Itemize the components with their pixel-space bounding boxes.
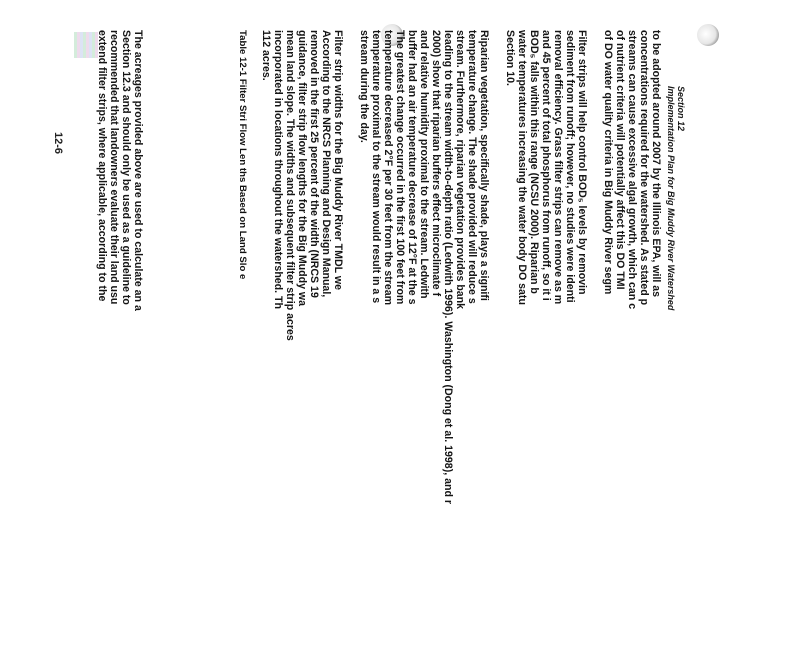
text-line: incorporated in locations throughout the watershed. Th — [272, 30, 284, 309]
text-line: buffer had an air temperature decrease of 12°F at the s — [406, 30, 418, 305]
text-line: Section 12.3 and should only be used as a guideline to — [120, 30, 132, 305]
text-line: of DO water quality criteria in Big Muddy River segm — [602, 30, 614, 295]
header-title: Implementation Plan for Big Muddy River Watershed — [666, 86, 676, 311]
text-line: recommended that landowners evaluate their land usu — [108, 30, 120, 305]
text-line: Filter strip widths for the Big Muddy River TMDL we — [332, 30, 344, 290]
text-line: 112 acres. — [260, 30, 272, 81]
text-line: of nutrient criteria will potentially affect this DO TMI — [614, 30, 626, 290]
text-line: 2000) show that riparian buffers effect microclimate f — [430, 30, 442, 297]
text-line: stream during the day. — [358, 30, 370, 143]
text-line: According to the NRCS Planning and Design Manual, — [320, 30, 332, 298]
text-line: Section 10. — [504, 30, 516, 86]
text-line: temperature decreased 2°F per 30 feet from the stream — [382, 30, 394, 306]
text-line: BOD₅ falls within this range (NCSU 2000). Riparian b — [528, 30, 540, 294]
text-line: Riparian vegetation, specifically shade, plays a signifi — [478, 30, 490, 301]
text-line: stream. Furthermore, riparian vegetation provides bank — [454, 30, 466, 310]
text-line: to be adopted around 2007 by the Illinois EPA, will as — [650, 30, 662, 298]
text-line: Filter strips will help control BOD₅ levels by removin — [576, 30, 588, 295]
text-line: leading to the stream width-to-depth ratio (Ledwith 1996). Washington (Dong et al. 1998), and r — [442, 30, 454, 505]
text-line: concentrations required for the watershed. As stated p — [638, 30, 650, 306]
text-line: The acreages provided above are used to calculate an a — [132, 30, 144, 311]
text-line: temperature change. The shade provided will reduce s — [466, 30, 478, 304]
text-line: temperature proximal to the stream would result in a s — [370, 30, 382, 304]
text-line: mean land slope. The widths and subsequent filter strip acres — [284, 30, 296, 341]
paragraph-2 — [504, 30, 588, 670]
text-line: The greatest change occurred in the first 100 feet from — [394, 30, 406, 305]
text-line: sediment from runoff; however, no studies were identi — [564, 30, 576, 303]
text-line: and 45 percent of total phosphorus from runoff, so it i — [540, 30, 552, 301]
text-line: removed in the first 25 percent of the width (NRCS 19 — [308, 30, 320, 298]
paragraph-4 — [260, 30, 344, 670]
text-line: water temperatures increasing the water body DO satu — [516, 30, 528, 305]
text-line: streams can cause excessive algal growth, which can c — [626, 30, 638, 310]
text-line: and relative humidity proximal to the stream. Ledwith — [418, 30, 430, 299]
paragraph-5 — [96, 30, 144, 670]
section-label: Section 12 — [676, 86, 686, 132]
page-number: 12-6 — [52, 132, 64, 155]
text-line: guidance, filter strip flow lengths for the Big Muddy wa — [296, 30, 308, 307]
paragraph-3 — [358, 30, 490, 670]
paragraph-1 — [602, 30, 662, 670]
table-title: Table 12-1 Filter Stri Flow Len ths Based on Land Slo e — [237, 30, 248, 280]
text-line: removal efficiency. Grass filter strips can remove as m — [552, 30, 564, 305]
text-line: extend filter strips, where applicable, according to the — [96, 30, 108, 302]
